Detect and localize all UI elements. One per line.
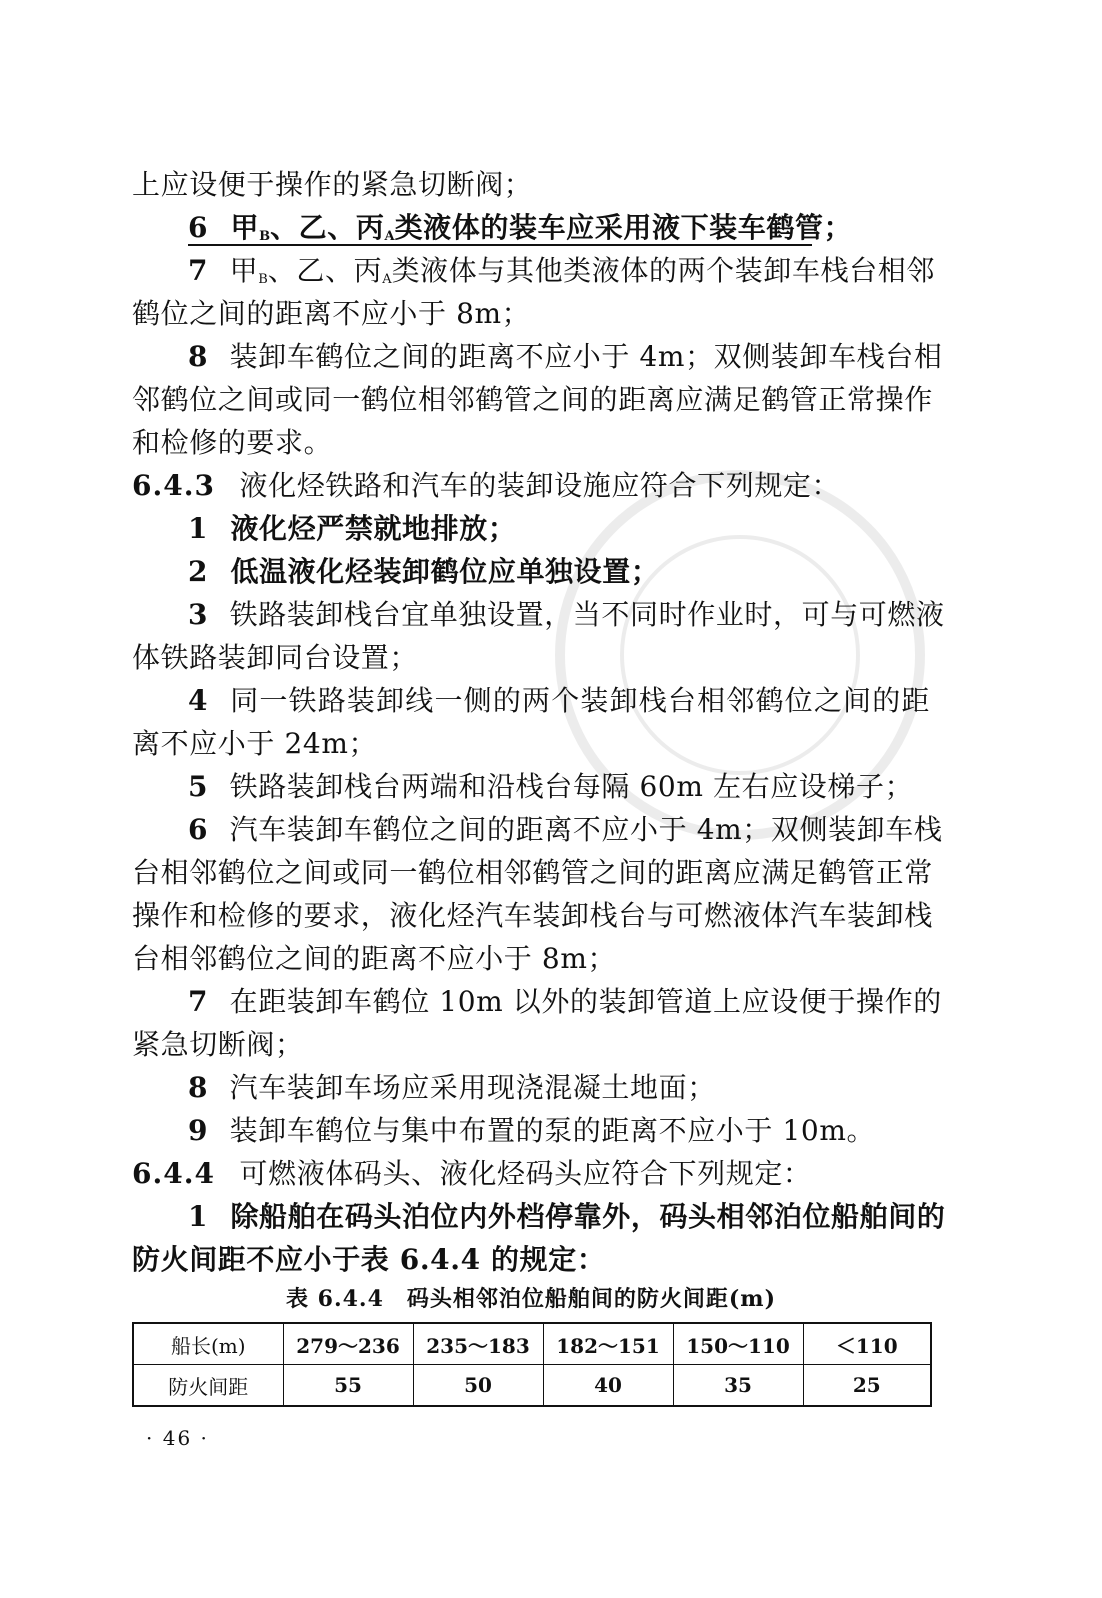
section-6-4-3-item-4-text: 同一铁路装卸线一侧的两个装卸栈台相邻鹤位之间的距: [230, 684, 930, 717]
item-number-2: 2: [188, 555, 209, 588]
section-number-6-4-3: 6.4.3: [132, 469, 215, 502]
section-6-4-4-item-1-line-1: [188, 1196, 946, 1238]
table-cell-spacing-2: 50: [413, 1365, 543, 1407]
section-6-4-3-item-4-line-2: [132, 723, 930, 765]
item-7-line-2-content: 鹤位之间的距离不应小于 8m；: [132, 297, 531, 330]
item-7-line-2: [132, 293, 930, 335]
section-6-4-3-item-6-line-3-content: 操作和检修的要求，液化烃汽车装卸栈台与可燃液体汽车装卸栈: [132, 899, 933, 932]
item-8-line-3-content: 和检修的要求。: [132, 426, 333, 459]
item-number-3: 3: [188, 598, 209, 631]
item-6-underline: [188, 244, 812, 246]
table-cell-length-1: 279～236: [283, 1323, 413, 1365]
section-6-4-3-item-4-line-1: [188, 680, 930, 722]
table-cell-spacing-4: 35: [673, 1365, 803, 1407]
table-cell-length-4: 150～110: [673, 1323, 803, 1365]
section-6-4-3-item-6-line-4: [132, 938, 930, 980]
section-6-4-3-item-7-line-1: [188, 981, 942, 1023]
section-6-4-3-item-1: [188, 508, 930, 550]
table-header-ship-length: 船长(m): [133, 1323, 283, 1365]
section-6-4-3-item-7-line-2: [132, 1024, 930, 1066]
section-6-4-3-item-1-text: 液化烃严禁就地排放；: [230, 512, 517, 545]
item-number-4: 4: [188, 684, 209, 717]
item-6-text-a: 甲: [230, 211, 260, 244]
section-6-4-3-item-7-line-2-content: 紧急切断阀；: [132, 1028, 304, 1061]
section-6-4-3-item-9-text: 装卸车鹤位与集中布置的泵的距离不应小于 10m。: [229, 1114, 876, 1147]
section-6-4-3-item-2: [188, 551, 930, 593]
section-6-4-4-item-1-line-2: [132, 1239, 930, 1281]
table-cell-spacing-5: 25: [803, 1365, 931, 1407]
item-7-text-a: 甲: [229, 254, 259, 287]
section-6-4-3-heading: [132, 465, 930, 507]
table-row-fire-spacing: [133, 1365, 931, 1407]
section-6-4-3-item-6-line-2: [132, 852, 933, 894]
section-6-4-4-item-1-line-2-content: 防火间距不应小于表 6.4.4 的规定：: [132, 1243, 606, 1276]
section-6-4-3-item-6-line-1: [188, 809, 943, 851]
item-8-line-1: [188, 336, 943, 378]
text-line-1-content: 上应设便于操作的紧急切断阀；: [132, 168, 533, 201]
item-7-text-b: 、乙、丙: [267, 254, 383, 287]
table-header-fire-spacing: 防火间距: [133, 1365, 283, 1407]
section-6-4-3-item-8-text: 汽车装卸车场应采用现浇混凝土地面；: [229, 1071, 716, 1104]
page-number: · 46 ·: [146, 1426, 209, 1450]
item-8-text: 装卸车鹤位之间的距离不应小于 4m；双侧装卸车栈台相: [229, 340, 943, 373]
item-number-8-b: 8: [188, 1071, 209, 1104]
section-6-4-3-item-4-line-2-content: 离不应小于 24m；: [132, 727, 378, 760]
section-number-6-4-4: 6.4.4: [132, 1157, 215, 1190]
item-number-7-b: 7: [188, 985, 209, 1018]
section-6-4-4-item-1-text: 除船舶在码头泊位内外档停靠外，码头相邻泊位船舶间的: [230, 1200, 946, 1233]
item-number-5: 5: [188, 770, 209, 803]
section-6-4-3-item-6-line-4-content: 台相邻鹤位之间的距离不应小于 8m；: [132, 942, 617, 975]
spacing-table: [132, 1322, 932, 1407]
section-6-4-3-item-5: [188, 766, 930, 808]
table-cell-spacing-3: 40: [543, 1365, 673, 1407]
item-6-sub-b: B: [259, 229, 271, 244]
section-6-4-3-item-3-text: 铁路装卸栈台宜单独设置，当不同时作业时，可与可燃液: [229, 598, 945, 631]
item-number-7: 7: [188, 254, 209, 287]
item-6-text-b: 、乙、丙: [270, 211, 385, 244]
item-7-text-c: 类液体与其他类液体的两个装卸车栈台相邻: [391, 254, 935, 287]
item-number-1-b: 1: [188, 1200, 209, 1233]
section-6-4-3-item-6-line-2-content: 台相邻鹤位之间或同一鹤位相邻鹤管之间的距离应满足鹤管正常: [132, 856, 933, 889]
item-7-sub-b: B: [258, 272, 268, 287]
table-cell-length-3: 182～151: [543, 1323, 673, 1365]
item-8-line-2: [132, 379, 933, 421]
section-6-4-3-item-2-text: 低温液化烃装卸鹤位应单独设置；: [230, 555, 660, 588]
table-caption: 表 6.4.4 码头相邻泊位船舶间的防火间距(m): [286, 1286, 776, 1312]
item-number-8: 8: [188, 340, 209, 373]
item-6-text-c: 类液体的装车应采用液下装车鹤管；: [394, 211, 853, 244]
section-6-4-4-text: 可燃液体码头、液化烃码头应符合下列规定：: [239, 1157, 812, 1190]
item-6-sub-a: A: [384, 229, 395, 244]
item-number-6: 6: [188, 211, 209, 244]
item-8-line-3: [132, 422, 930, 464]
item-7-sub-a: A: [382, 272, 392, 287]
text-line-1: [132, 164, 930, 206]
table-cell-length-5: ＜110: [803, 1323, 931, 1365]
section-6-4-3-item-8: [188, 1067, 930, 1109]
section-6-4-3-item-7-text: 在距装卸车鹤位 10m 以外的装卸管道上应设便于操作的: [229, 985, 942, 1018]
section-6-4-3-item-3-line-2: [132, 637, 930, 679]
item-8-line-2-content: 邻鹤位之间或同一鹤位相邻鹤管之间的距离应满足鹤管正常操作: [132, 383, 933, 416]
table-row-ship-length: [133, 1323, 931, 1365]
section-6-4-3-item-6-text: 汽车装卸车鹤位之间的距离不应小于 4m；双侧装卸车栈: [229, 813, 943, 846]
section-6-4-3-item-3-line-2-content: 体铁路装卸同台设置；: [132, 641, 419, 674]
section-6-4-4-heading: [132, 1153, 930, 1195]
table-cell-spacing-1: 55: [283, 1365, 413, 1407]
section-6-4-3-item-5-text: 铁路装卸栈台两端和沿栈台每隔 60m 左右应设梯子；: [229, 770, 914, 803]
item-number-1: 1: [188, 512, 209, 545]
item-number-9: 9: [188, 1114, 209, 1147]
section-6-4-3-item-3-line-1: [188, 594, 945, 636]
section-6-4-3-item-6-line-3: [132, 895, 933, 937]
table-cell-length-2: 235～183: [413, 1323, 543, 1365]
section-6-4-3-item-9: [188, 1110, 930, 1152]
item-number-6-b: 6: [188, 813, 209, 846]
section-6-4-3-text: 液化烃铁路和汽车的装卸设施应符合下列规定：: [239, 469, 841, 502]
